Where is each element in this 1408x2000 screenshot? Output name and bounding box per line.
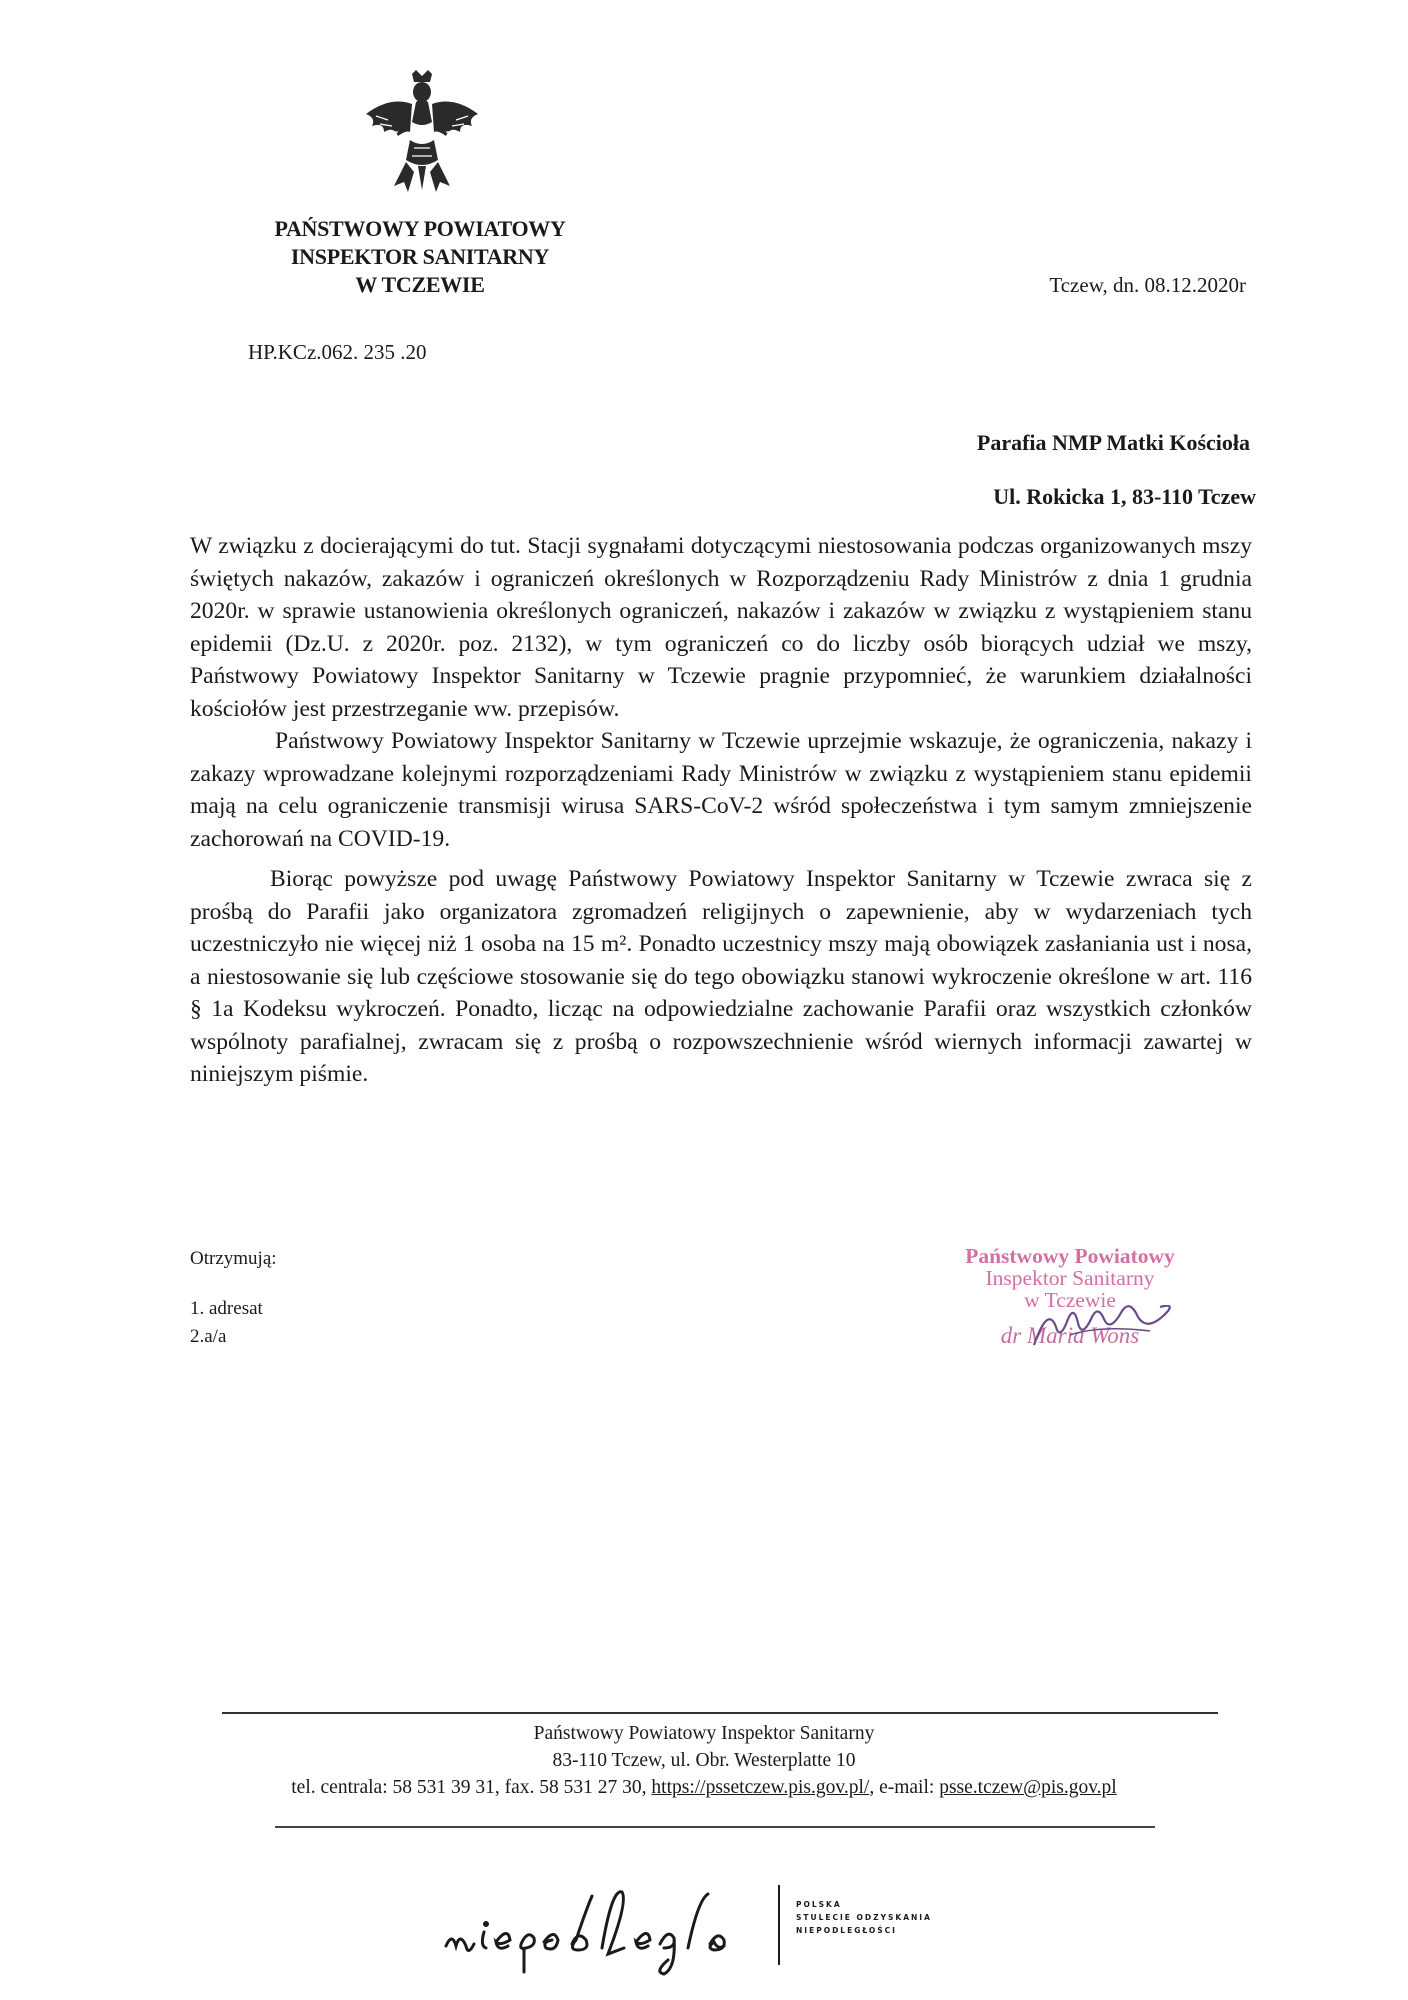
handwritten-signature-icon (1030, 1305, 1180, 1351)
footer-phone: tel. centrala: 58 531 39 31, (291, 1777, 500, 1798)
footer-contact-line (150, 1774, 1258, 1801)
body-paragraph-1: W związku z docierającymi do tut. Stacji sygnałami dotyczącymi niestosowania podczas organizowanych mszy świętych nakazów, zakazów i ograniczeń określonych w Rozporządzeniu Rady Ministrów z dnia 1 grudnia 2020r. w sprawie ustanowienia określonych ograniczeń, nakazów i zakazów w związku z wystąpieniem stanu epidemii (Dz.U. z 2020r. poz. 2132), w tym ograniczeń co do liczby osób biorących udział we mszy, Państwowy Powiatowy Inspektor Sanitarny w Tczewie pragnie przypomnieć, że warunkiem działalności kościołów jest przestrzeganie ww. przepisów. (190, 533, 1252, 722)
footer-bottom-divider (275, 1826, 1155, 1828)
authority-line-3: W TCZEWIE (355, 272, 485, 297)
recipients-label: Otrzymują: (190, 1248, 277, 1269)
stamp-signatory: dr Maria Wons (1000, 1323, 1140, 1348)
recipient-item: 1. adresat (190, 1298, 263, 1319)
logo-line-2: STULECIE ODZYSKANIA (796, 1913, 932, 1922)
recipient-item: 2.a/a (190, 1326, 227, 1347)
letter-body (190, 530, 1252, 1091)
logo-divider (778, 1885, 780, 1965)
footer-email-link[interactable]: psse.tczew@pis.gov.pl (939, 1777, 1117, 1798)
niepodlegla-logo-icon (440, 1876, 760, 1982)
authority-line-1: PAŃSTWOWY POWIATOWY (274, 216, 566, 241)
stamp-line-3: w Tczewie (1024, 1288, 1116, 1312)
reference-number: HP.KCz.062. 235 .20 (248, 340, 427, 364)
letter-date: Tczew, dn. 08.12.2020r (1049, 273, 1246, 297)
stamp-line-1: Państwowy Powiatowy (965, 1244, 1175, 1268)
centenary-logo-text (796, 1898, 932, 1937)
footer-institution: Państwowy Powiatowy Inspektor Sanitarny (533, 1723, 875, 1744)
footer-top-divider (222, 1712, 1218, 1714)
stamp-line-2: Inspektor Sanitarny (985, 1266, 1155, 1290)
logo-line-3: NIEPODLEGŁOŚCI (796, 1926, 897, 1935)
body-paragraph-2: Państwowy Powiatowy Inspektor Sanitarny w Tczewie uprzejmie wskazuje, że ograniczenia, nakazy i zakazy wprowadzane kolejnymi rozporządzeniami Rady Ministrów w związku z wystąpieniem stanu epidemii mają na celu ograniczenie transmisji wirusa SARS-CoV-2 wśród społeczeństwa i tym samym zmniejszenie zachorowań na COVID-19. (190, 728, 1252, 852)
recipients-list (190, 1245, 277, 1351)
authority-line-2: INSPEKTOR SANITARNY (290, 244, 550, 269)
footer-fax: fax. 58 531 27 30, (504, 1777, 647, 1798)
eagle-emblem-icon (362, 70, 482, 196)
footer-website-link[interactable]: https://pssetczew.pis.gov.pl/ (651, 1777, 870, 1798)
issuing-authority (230, 215, 610, 299)
recipient-address: Ul. Rokicka 1, 83-110 Tczew (993, 484, 1256, 509)
logo-line-1: POLSKA (796, 1900, 842, 1909)
footer-contact (150, 1720, 1258, 1801)
recipient-name: Parafia NMP Matki Kościoła (976, 430, 1250, 455)
footer-address: 83-110 Tczew, ul. Obr. Westerplatte 10 (552, 1750, 856, 1771)
body-paragraph-3: Biorąc powyższe pod uwagę Państwowy Powiatowy Inspektor Sanitarny w Tczewie zwraca się z prośbą do Parafii jako organizatora zgromadzeń religijnych o zapewnienie, aby w wydarzeniach tych uczestniczyło nie więcej niż 1 osoba na 15 m². Ponadto uczestnicy mszy mają obowiązek zasłaniania ust i nosa, a niestosowanie się lub częściowe stosowanie się do tego obowiązku stanowi wykroczenie określone w art. 116 § 1a Kodeksu wykroczeń. Ponadto, licząc na odpowiedzialne zachowanie Parafii oraz wszystkich członków wspólnoty parafialnej, zwracam się z prośbą o rozpowszechnienie wśród wiernych informacji zawartej w niniejszym piśmie. (190, 866, 1252, 1087)
footer-email-label: , e-mail: (869, 1777, 935, 1798)
